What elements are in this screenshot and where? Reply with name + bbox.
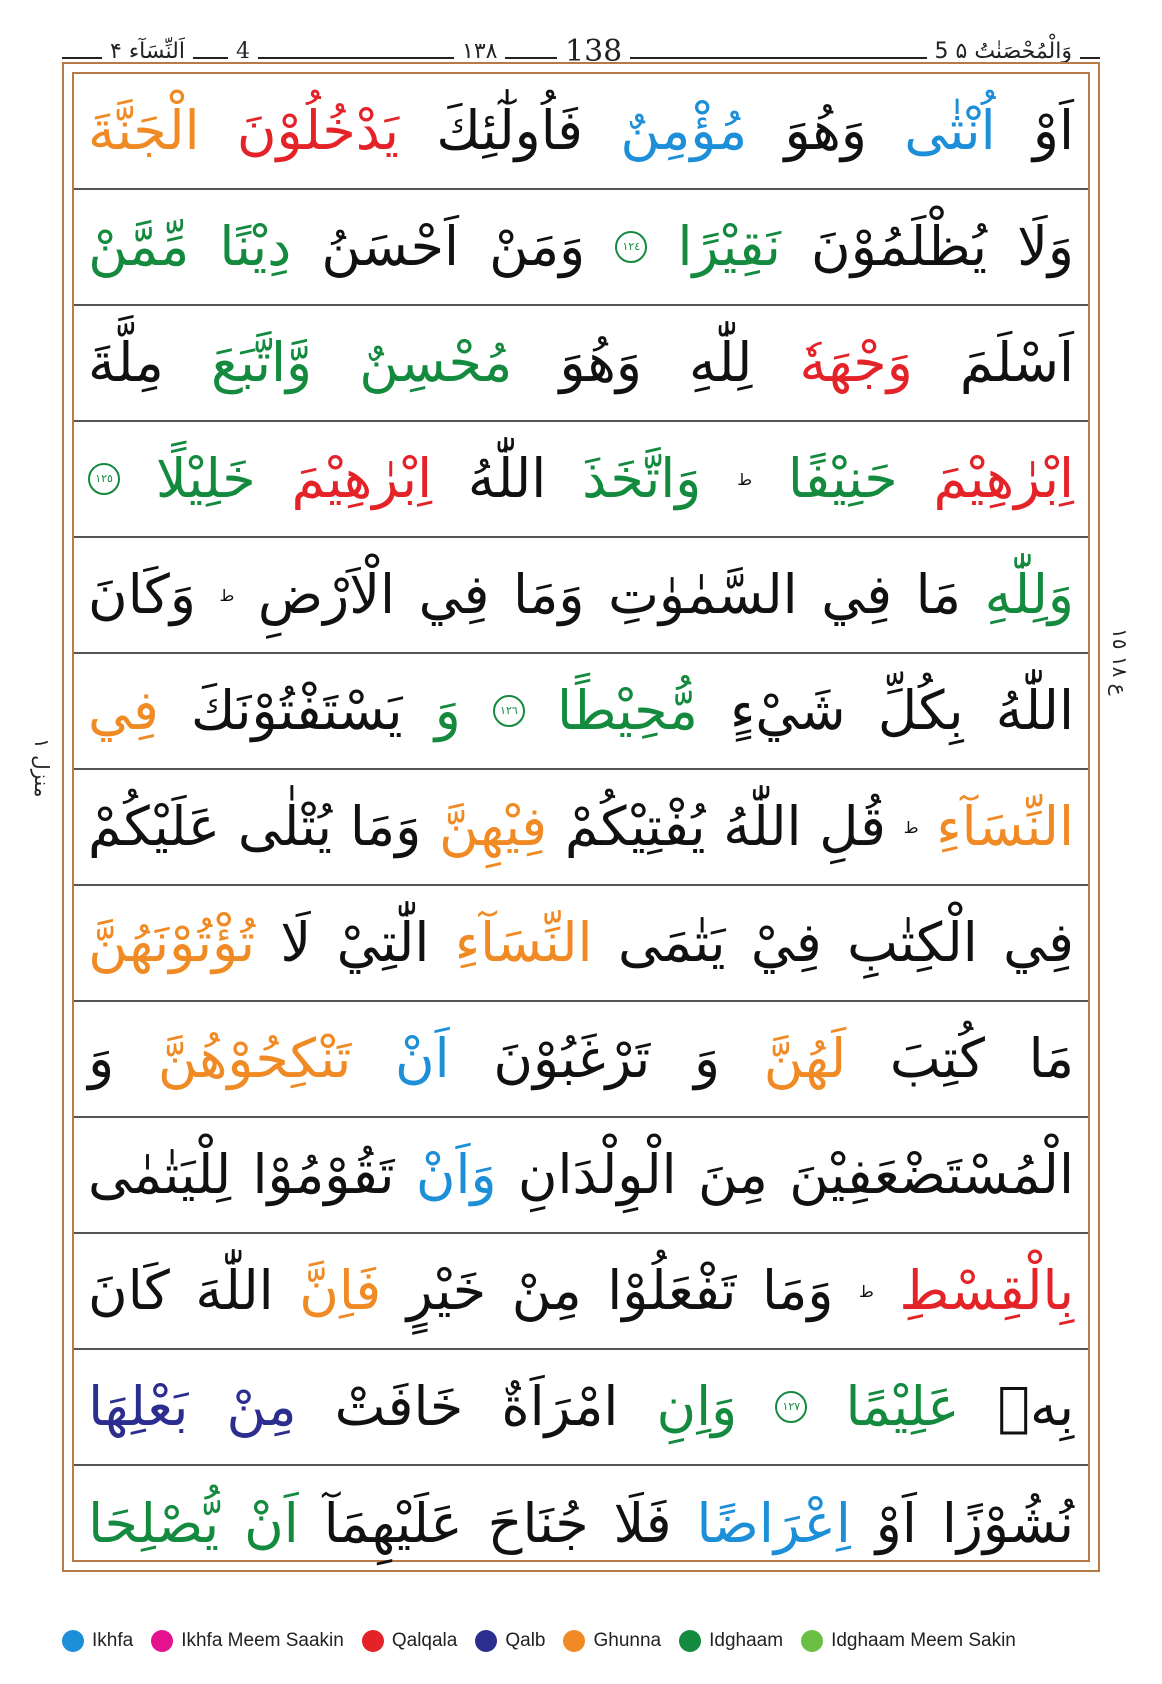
arabic-word: عَلَيْهِمَآ [323,1492,463,1555]
text-line [74,886,1088,1002]
arabic-word: حَنِيْفًا [787,447,898,510]
ayah-number-marker: ١٢٤ [615,231,647,263]
arabic-word: وَجْهَهٗ [799,331,913,394]
legend-color-dot [801,1630,823,1652]
arabic-word: مِّمَّنْ [88,215,190,278]
arabic-word: اَوْ [875,1492,917,1555]
arabic-word: وَلِلّٰهِ [984,563,1074,626]
arabic-word: وَهُوَ [559,331,642,394]
arabic-word: اللّٰهُ [467,447,547,510]
arabic-word: تَفْعَلُوْا [607,1259,737,1322]
arabic-word: خَيْرٍ [406,1259,487,1322]
arabic-word: الْجَنَّةَ [88,99,200,162]
legend-item [679,1630,783,1652]
text-line [74,422,1088,538]
arabic-word: مُؤْمِنٌ [620,99,748,162]
arabic-word: اُنْثٰى [904,99,996,162]
arabic-word: وَمَا [761,1259,834,1322]
arabic-word: فِي [821,563,893,626]
legend-item [475,1630,545,1652]
arabic-word: فَلَا [613,1492,672,1555]
arabic-word: يُظْلَمُوْنَ [811,215,988,278]
arabic-word: تَرْغَبُوْنَ [493,1027,651,1090]
arabic-word: وَاِنِ [656,1375,738,1438]
arabic-word: اَوْ [1032,99,1074,162]
arabic-word: تَقُوْمُوْا [252,1143,395,1206]
arabic-word: مُّحِيْطًا [557,679,698,742]
arabic-word: قُلِ [819,795,886,858]
legend-item [563,1630,661,1652]
arabic-word: مِنْ [511,1259,582,1322]
arabic-word: النِّسَآءِ [936,795,1074,858]
arabic-word: الْكِتٰبِ [847,911,978,974]
legend-label: Idghaam [709,1630,784,1651]
arabic-word: الّٰتِيْ [336,911,430,974]
text-line [74,1350,1088,1466]
waqf-sign: ط [903,817,919,837]
arabic-word: يُّصْلِحَا [88,1492,220,1555]
legend-label: Ikhfa Meem Saakin [181,1630,344,1651]
ayah-number-marker: ١٢٦ [493,695,525,727]
arabic-word: الْاَرْضِ [257,563,396,626]
arabic-word: فَاِنَّ [299,1259,382,1322]
ayah-number-marker: ١٢٥ [88,463,120,495]
legend-label: Ikhfa [92,1630,134,1651]
arabic-word: تَنْكِحُوْهُنَّ [157,1027,352,1090]
arabic-word: اِبْرٰهِيْمَ [291,447,433,510]
arabic-word: وَ [88,1027,115,1090]
legend-color-dot [679,1630,701,1652]
text-line [74,190,1088,306]
arabic-word: اَنْ [395,1027,450,1090]
arabic-word: اللّٰهُ [995,679,1074,742]
legend-color-dot [151,1630,173,1652]
text-line [74,1002,1088,1118]
text-line [74,74,1088,190]
arabic-word: مِلَّةَ [88,331,164,394]
arabic-word: يُتْلٰى [237,795,333,858]
page-number: 138 [557,30,630,74]
text-line [74,306,1088,422]
arabic-word: لِلّٰهِ [689,331,753,394]
arabic-word: لَهُنَّ [763,1027,847,1090]
arabic-word: خَلِيْلًا [155,447,256,510]
legend-item [362,1630,458,1652]
arabic-word: مِنْ [226,1375,297,1438]
arabic-word: اللّٰهُ [723,795,802,858]
arabic-word: فِيْ [750,911,822,974]
arabic-word: بِهٖ [997,1375,1074,1438]
arabic-word: اِبْرٰهِيْمَ [933,447,1074,510]
arabic-word: وَمَا [513,563,585,626]
arabic-word: اِعْرَاضًا [696,1492,851,1555]
arabic-word: شَيْءٍ [730,679,846,742]
legend-color-dot [475,1630,497,1652]
arabic-word: يَتٰمَى [617,911,726,974]
arabic-word: مَا [1028,1027,1074,1090]
arabic-word: كَانَ [88,1259,170,1322]
arabic-word: بَعْلِهَا [88,1375,189,1438]
text-line [74,1234,1088,1350]
arabic-word: دِيْنًا [219,215,292,278]
arabic-word: نُشُوْزًا [941,1492,1074,1555]
arabic-word: النِّسَآءِ [454,911,593,974]
arabic-word: الْمُسْتَضْعَفِيْنَ [789,1143,1074,1206]
legend-item [62,1630,133,1652]
waqf-sign: ط [737,469,753,489]
arabic-word: عَلِيْمًا [845,1375,960,1438]
arabic-word: مَا [915,563,962,626]
arabic-word: وَمَنْ [489,215,586,278]
arabic-word: وَمَا [349,795,422,858]
arabic-word: فِي [418,563,490,626]
arabic-word: بِالْقِسْطِ [899,1259,1074,1322]
arabic-word: اَنْ [244,1492,299,1555]
legend-label: Qalb [505,1630,546,1651]
arabic-word: تُؤْتُوْنَهُنَّ [88,911,255,974]
arabic-word: وَكَانَ [88,563,196,626]
text-line [74,538,1088,654]
arabic-word: فِي [1003,911,1074,974]
arabic-word: يَسْتَفْتُوْنَكَ [191,679,403,742]
text-line [74,1466,1088,1582]
legend-color-dot [62,1630,84,1652]
arabic-word: جُنَاحَ [487,1492,589,1555]
arabic-word: وَاتَّخَذَ [582,447,702,510]
arabic-word: لِلْيَتٰمٰى [88,1143,232,1206]
ruku-marker: ع ١٨ ١٥ [1108,628,1132,696]
ayah-number-marker: ١٢٧ [775,1391,807,1423]
arabic-word: وَ [693,1027,721,1090]
arabic-word: وَ [434,679,461,742]
arabic-word: فَاُولٰٓئِكَ [436,99,583,162]
arabic-word: وَاَنْ [415,1143,497,1206]
arabic-word: وَلَا [1017,215,1074,278]
arabic-word: فِي [88,679,159,742]
arabic-word: عَلَيْكُمْ [88,795,221,858]
text-line [74,770,1088,886]
waqf-sign: ط [858,1281,874,1301]
juz-name: 5 وَالْمُحْصَنٰتُ ۵ [927,30,1081,74]
surah-name: اَلنِّسَآء ۴ [102,30,193,74]
page-number-arabic: ۱۳۸ [454,30,505,74]
arabic-word: كُتِبَ [889,1027,985,1090]
arabic-word: اَسْلَمَ [959,331,1074,394]
arabic-word: نَقِيْرًا [677,215,781,278]
arabic-word: اللّٰهَ [195,1259,274,1322]
arabic-word: بِكُلِّ [877,679,964,742]
arabic-word: يَدْخُلُوْنَ [236,99,400,162]
arabic-word: فِيْهِنَّ [439,795,548,858]
arabic-word: وَّاتَّبَعَ [210,331,313,394]
arabic-word: اَحْسَنُ [321,215,460,278]
legend-item [151,1630,344,1652]
text-line [74,654,1088,770]
arabic-word: مُحْسِنٌ [359,331,513,394]
arabic-word: السَّمٰوٰتِ [608,563,798,626]
legend-label: Idghaam Meem Sakin [831,1630,1016,1651]
arabic-word: لَا [280,911,312,974]
arabic-word: وَهُوَ [784,99,867,162]
arabic-word: امْرَاَةٌ [501,1375,619,1438]
legend-label: Qalqala [391,1630,458,1651]
waqf-sign: ط [219,585,235,605]
surah-number: 4 [228,30,258,74]
legend-item [801,1630,1016,1652]
arabic-word: الْوِلْدَانِ [517,1143,677,1206]
legend-label: Ghunna [593,1630,662,1651]
arabic-word: مِنَ [697,1143,768,1206]
legend-color-dot [563,1630,585,1652]
legend-color-dot [362,1630,384,1652]
tajweed-legend [62,1626,1100,1656]
manzil-marker: منزل ١ [30,738,54,798]
text-line [74,1118,1088,1234]
arabic-word: خَافَتْ [334,1375,464,1438]
arabic-word: يُفْتِيْكُمْ [564,795,706,858]
